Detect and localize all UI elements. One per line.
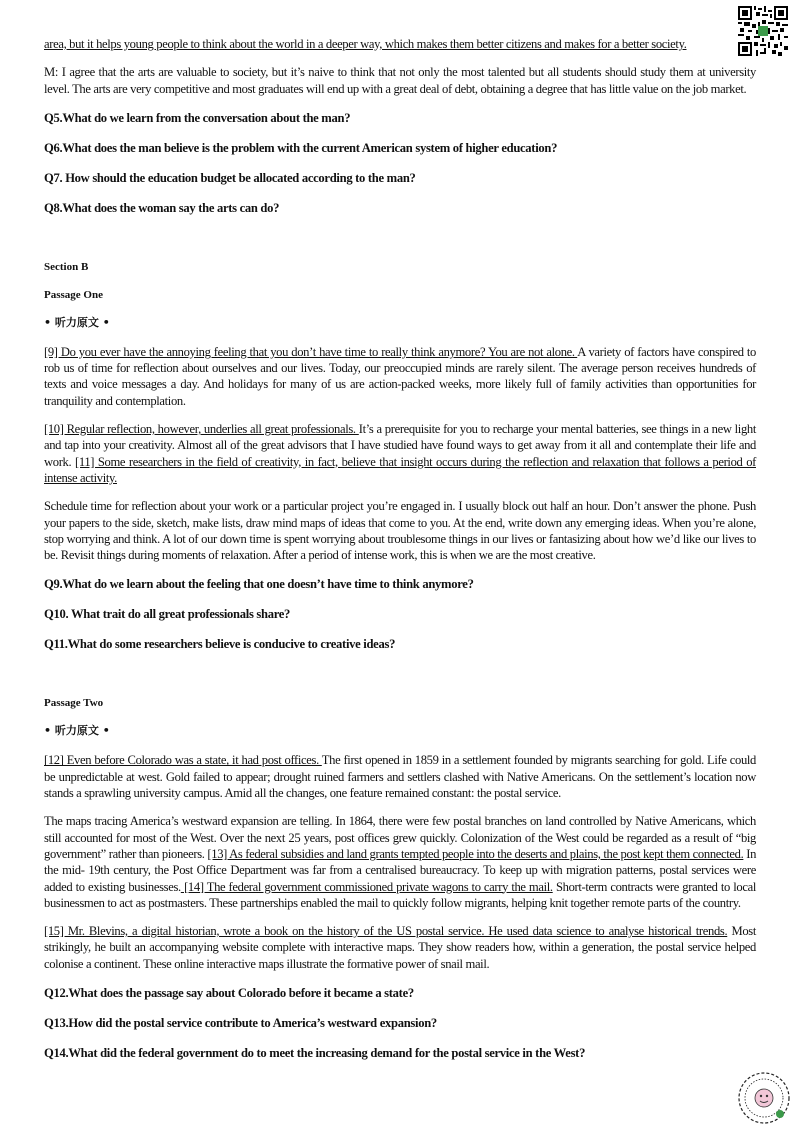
transcript-label: • 听力原文 • [44, 315, 110, 329]
question-q9: Q9.What do we learn about the feeling that one doesn’t have time to think anymore? [44, 577, 474, 592]
question-q5: Q5.What do we learn from the conversation about the man? [44, 110, 351, 125]
passage-one-paragraph-3: Schedule time for reflection about your work or a particular project you’re engaged in. I usually block out half an hour. Don’t answer the phone. Push your papers to the side, sketch, make lists, draw mind maps of ideas that come to you. At the end, write down any emerging ideas. When you’re alone, stop worrying and think. A lot of our down time is spent worrying about troublesome things in our lives or fantasizing about how we’d like our lives to be. Revisit things during moments of relaxation. After a period of intense work, this is when we are the most creative. [44, 499, 756, 563]
passage-two-paragraph-2: The maps tracing America’s westward expansion are telling. In 1864, there were few postal branches on land controlled by Native Americans, which still accounted for most of the West. Over the next 25 years, post offices grew quickly. Colonization of the West could be regarded as a result of “big government” rather than pioneers. [13] As federal subsidies and land grants tempted people into the deserts and plains, the post kept them connected. In the mid- 19th century, the Post Office Department was far from a centralised bureaucracy. To keep up with migration patterns, postal services were added to existing businesses. [14] The federal government commissioned private wagons to carry the mail. Short-term contracts were granted to local businessmen to act as postmasters. These partnerships enabled the mail to quickly follow migrants, helping knit together remote parts of the country. [44, 814, 757, 910]
dialogue-paragraph: M: I agree that the arts are valuable to society, but it’s naive to think that not only the most talented but all students should study them at university level. The arts are very competitive and most graduates will end up with a great deal of debt, obtaining a degree that has little value on the job market. [44, 65, 756, 96]
intro-paragraph-end [44, 36, 756, 52]
passage-one-paragraph-2: [10] Regular reflection, however, underlies all great professionals. It’s a prerequisite for you to recharge your mental batteries, see things in a new light and tap into your creativity. Almost all of the great advisors that I have studied have found ways to get away from it all and contemplate their life and work. [11] Some researchers in the field of creativity, in fact, believe that insight occurs during the reflection and relaxation that follows a period of intense activity. [44, 422, 756, 485]
question-q6: Q6.What does the man believe is the problem with the current American system of higher education? [44, 140, 558, 155]
passage-two-paragraph-3: [15] Mr. Blevins, a digital historian, wrote a book on the history of the US postal service. He used data science to analyse historical trends. Most strikingly, he built an accompanying website complete with interactive maps. They show readers how, within a generation, the postal service helped colonise a continent. These online interactive maps illustrate the formative power of snail mail. [44, 924, 756, 971]
underlined-answer-14: [14] The federal government commissioned private wagons to carry the mail. [180, 879, 553, 894]
underlined-answer-15: [15] Mr. Blevins, a digital historian, wrote a book on the history of the US postal service. He used data science to analyse historical trends. [44, 924, 728, 939]
question-q8: Q8.What does the woman say the arts can do? [44, 200, 280, 215]
underlined-answer-9: [9] Do you ever have the annoying feeling that you don’t have time to really think anymore? You are not alone. [44, 344, 578, 359]
passage-two-paragraph-1: [12] Even before Colorado was a state, it had post offices. The first opened in 1859 in a settlement founded by migrants searching for gold. Life could be unpredictable at west. Gold failed to appear; drought ruined farmers and settlers clashed with Native Americans. On the settlement’s location now stands a sprawling university campus. Amid all the changes, one feature remained constant: the postal service. [44, 753, 756, 801]
underlined-answer-11: [11] Some researchers in the field of creativity, in fact, believe that insight occurs during the reflection and relaxation that follows a period of intense activity. [44, 454, 756, 485]
passage-one-heading: Passage One [44, 288, 103, 301]
question-q12: Q12.What does the passage say about Colorado before it became a state? [44, 986, 414, 1001]
document-page [44, 36, 756, 1061]
question-q10: Q10. What trait do all great professionals share? [44, 607, 291, 622]
question-q14: Q14.What did the federal government do to meet the increasing demand for the postal service in the West? [44, 1046, 586, 1061]
circular-seal-icon [736, 1070, 792, 1126]
section-b-heading: Section B [44, 260, 89, 273]
underlined-answer: area, but it helps young people to think about the world in a deeper way, which makes them better citizens and makes for a better society. [44, 37, 687, 51]
underlined-answer-10: [10] Regular reflection, however, underlies all great professionals. [44, 422, 359, 437]
underlined-answer-12: [12] Even before Colorado was a state, it had post offices. [44, 753, 322, 768]
passage-one-paragraph-1: [9] Do you ever have the annoying feeling that you don’t have time to really think anymore? You are not alone. A variety of factors have conspired to rob us of time for reflection about ourselves and our lives. Today, our preoccupied minds are rarely silent. The average person receives hundreds of texts and voice messages a day. And holidays for many of us are action-packed weeks, more likely full of family activities than opportunities for tranquility and contemplation. [44, 344, 756, 408]
passage-two-heading: Passage Two [44, 697, 104, 710]
question-q7: Q7. How should the education budget be allocated according to the man? [44, 170, 416, 185]
transcript-label: • 听力原文 • [44, 724, 110, 738]
underlined-answer-13: [13] As federal subsidies and land grants tempted people into the deserts and plains, the post kept them connected. [207, 846, 744, 861]
question-q13: Q13.How did the postal service contribute to America’s westward expansion? [44, 1016, 437, 1031]
question-q11: Q11.What do some researchers believe is conducive to creative ideas? [44, 637, 396, 652]
